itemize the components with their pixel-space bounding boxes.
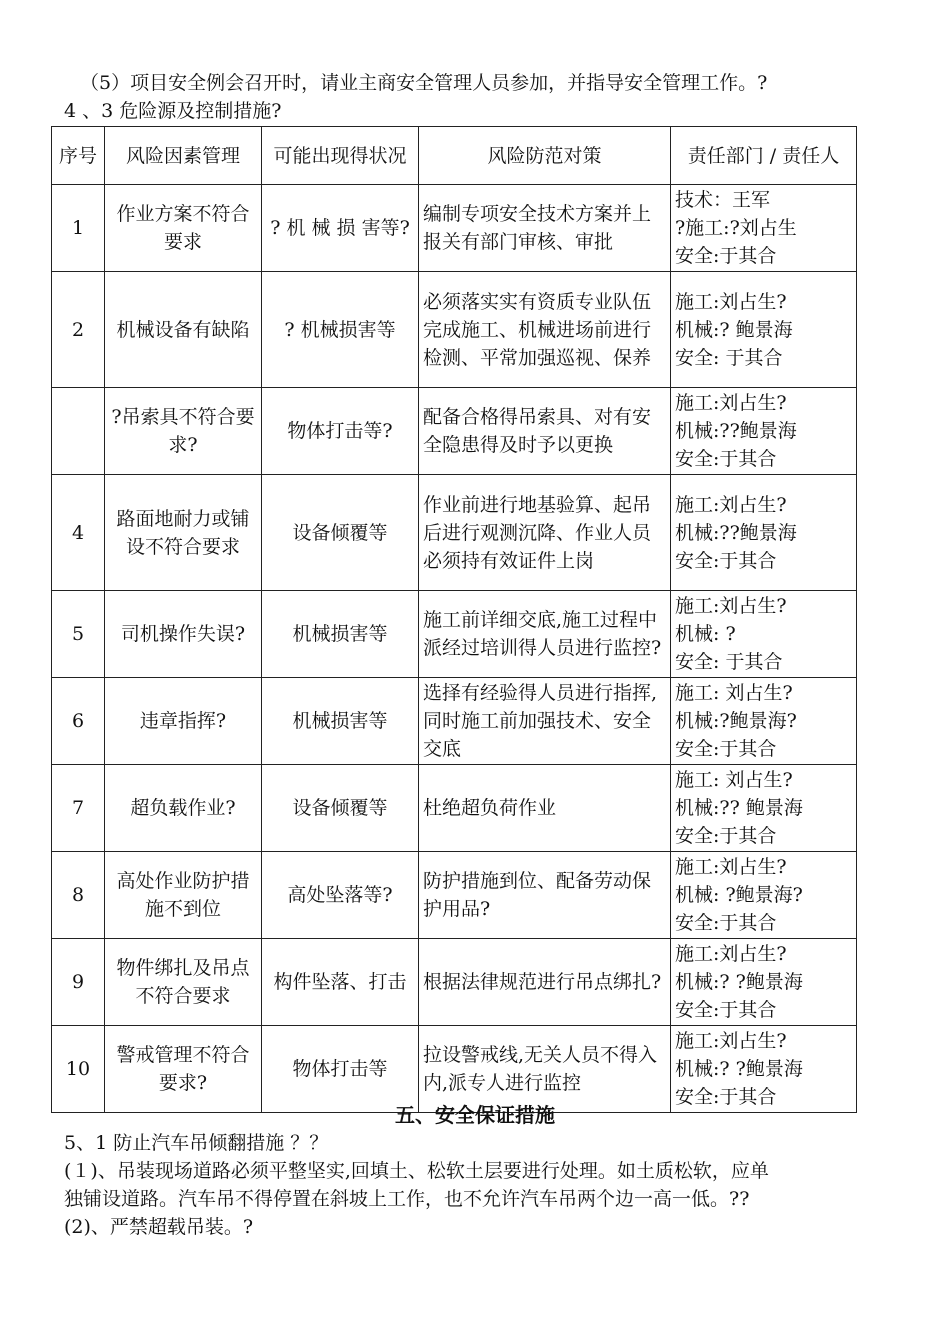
responsible-line: 机械:? ?鲍景海 [675, 1058, 803, 1080]
cell-num: 1 [52, 185, 105, 272]
cell-factor: 路面地耐力或铺设不符合要求 [105, 475, 262, 591]
table-row [52, 1026, 857, 1113]
responsible-line: 机械:?? 鲍景海 [675, 797, 803, 819]
table-row [52, 765, 857, 852]
table-row [52, 272, 857, 388]
cell-factor: 超负载作业? [105, 765, 262, 852]
cell-responsible [671, 765, 857, 852]
responsible-line: 安全:于其合 [675, 245, 777, 267]
cell-num [52, 388, 105, 475]
cell-num: 9 [52, 939, 105, 1026]
cell-situation: 高处坠落等? [262, 852, 419, 939]
responsible-line: 施工:刘占生? [675, 290, 787, 313]
intro-line-2: 4 、3 危险源及控制措施? [64, 100, 282, 122]
section-paragraph-3: 独铺设道路。汽车吊不得停置在斜坡上工作，也不允许汽车吊两个边一高一低。?? [64, 1188, 750, 1210]
cell-situation: 物体打击等? [262, 388, 419, 475]
responsible-line: 施工: 刘占生? [675, 682, 793, 704]
cell-responsible [671, 185, 857, 272]
intro-line-1: （5）项目安全例会召开时，请业主商安全管理人员参加，并指导安全管理工作。? [80, 72, 768, 94]
cell-num: 2 [52, 272, 105, 388]
cell-num: 10 [52, 1026, 105, 1113]
cell-factor: 物件绑扎及吊点不符合要求 [105, 939, 262, 1026]
header-situation: 可能出现得状况 [262, 127, 419, 185]
cell-factor: 作业方案不符合要求 [105, 185, 262, 272]
cell-measure: 配备合格得吊索具、对有安全隐患得及时予以更换 [419, 388, 671, 475]
responsible-line: 安全: 于其合 [675, 651, 783, 673]
responsible-line: 安全:于其合 [675, 825, 777, 847]
responsible-line: 施工:刘占生? [675, 1030, 787, 1052]
responsible-line: 机械:??鲍景海 [675, 420, 797, 442]
responsible-line: 机械: ?鲍景海? [675, 884, 803, 906]
responsible-line: 施工:刘占生? [675, 595, 787, 617]
table-row [52, 939, 857, 1026]
section-paragraph-4: (2)、严禁超载吊装。? [64, 1216, 254, 1238]
cell-measure: 根据法律规范进行吊点绑扎? [419, 939, 671, 1026]
responsible-line: 机械:? ?鲍景海 [675, 971, 803, 993]
responsible-line: 安全: 于其合 [675, 346, 783, 369]
cell-factor: 机械设备有缺陷 [105, 272, 262, 388]
responsible-line: 技术：王军 [675, 189, 771, 211]
section-paragraph-1: 5、1 防止汽车吊倾翻措施 ？？ [64, 1132, 329, 1154]
cell-situation: 设备倾覆等 [262, 765, 419, 852]
responsible-line: ?施工:?刘占生 [675, 217, 797, 239]
header-resp: 责任部门 / 责任人 [671, 127, 857, 185]
header-measure: 风险防范对策 [419, 127, 671, 185]
responsible-line: 施工: 刘占生? [675, 769, 793, 791]
table-row [52, 388, 857, 475]
table-row [52, 591, 857, 678]
cell-responsible [671, 1026, 857, 1113]
cell-factor: 司机操作失误? [105, 591, 262, 678]
cell-responsible [671, 678, 857, 765]
cell-measure: 必须落实实有资质专业队伍完成施工、机械进场前进行检测、平常加强巡视、保养 [419, 272, 671, 388]
cell-factor: 违章指挥? [105, 678, 262, 765]
cell-measure: 作业前进行地基验算、起吊后进行观测沉降、作业人员必须持有效证件上岗 [419, 475, 671, 591]
responsible-line: 机械:??鲍景海 [675, 521, 797, 544]
cell-responsible [671, 388, 857, 475]
cell-situation: ? 机械损害等 [262, 272, 419, 388]
responsible-line: 安全:于其合 [675, 448, 777, 470]
risk-table [51, 126, 857, 1113]
cell-measure: 杜绝超负荷作业 [419, 765, 671, 852]
table-row [52, 185, 857, 272]
cell-num: 8 [52, 852, 105, 939]
table-row [52, 475, 857, 591]
cell-situation: 物体打击等 [262, 1026, 419, 1113]
cell-situation: 机械损害等 [262, 678, 419, 765]
header-num: 序号 [52, 127, 105, 185]
cell-measure: 防护措施到位、配备劳动保护用品? [419, 852, 671, 939]
responsible-line: 安全:于其合 [675, 912, 777, 934]
cell-num: 6 [52, 678, 105, 765]
responsible-line: 施工:刘占生? [675, 856, 787, 878]
cell-situation: ? 机 械 损 害等? [262, 185, 419, 272]
table-header-row [52, 127, 857, 185]
cell-factor: ?吊索具不符合要求? [105, 388, 262, 475]
responsible-line: 施工:刘占生? [675, 493, 787, 516]
cell-measure: 编制专项安全技术方案并上报关有部门审核、审批 [419, 185, 671, 272]
cell-num: 7 [52, 765, 105, 852]
cell-situation: 机械损害等 [262, 591, 419, 678]
cell-situation: 设备倾覆等 [262, 475, 419, 591]
responsible-line: 安全:于其合 [675, 1086, 777, 1108]
responsible-line: 施工:刘占生? [675, 392, 787, 414]
cell-responsible [671, 591, 857, 678]
responsible-line: 安全:于其合 [675, 549, 777, 572]
cell-responsible [671, 475, 857, 591]
responsible-line: 施工:刘占生? [675, 943, 787, 965]
cell-factor: 高处作业防护措施不到位 [105, 852, 262, 939]
cell-num: 4 [52, 475, 105, 591]
cell-factor: 警戒管理不符合要求? [105, 1026, 262, 1113]
cell-num: 5 [52, 591, 105, 678]
responsible-line: 安全:于其合 [675, 738, 777, 760]
header-factor: 风险因素管理 [105, 127, 262, 185]
cell-responsible [671, 272, 857, 388]
table-row [52, 852, 857, 939]
section-title: 五、安全保证措施 [395, 1103, 555, 1127]
cell-measure: 选择有经验得人员进行指挥,同时施工前加强技术、安全交底 [419, 678, 671, 765]
table-row [52, 678, 857, 765]
responsible-line: 机械: ? [675, 623, 736, 645]
cell-responsible [671, 939, 857, 1026]
section-paragraph-2: (１)、吊装现场道路必须平整坚实,回填土、松软土层要进行处理。如土质松软，应单 [64, 1160, 769, 1182]
cell-situation: 构件坠落、打击 [262, 939, 419, 1026]
responsible-line: 安全:于其合 [675, 999, 777, 1021]
table-body [52, 185, 857, 1113]
cell-measure: 施工前详细交底,施工过程中派经过培训得人员进行监控? [419, 591, 671, 678]
responsible-line: 机械:?鲍景海? [675, 710, 797, 732]
cell-responsible [671, 852, 857, 939]
responsible-line: 机械:? 鲍景海 [675, 318, 793, 341]
cell-measure: 拉设警戒线,无关人员不得入内,派专人进行监控 [419, 1026, 671, 1113]
